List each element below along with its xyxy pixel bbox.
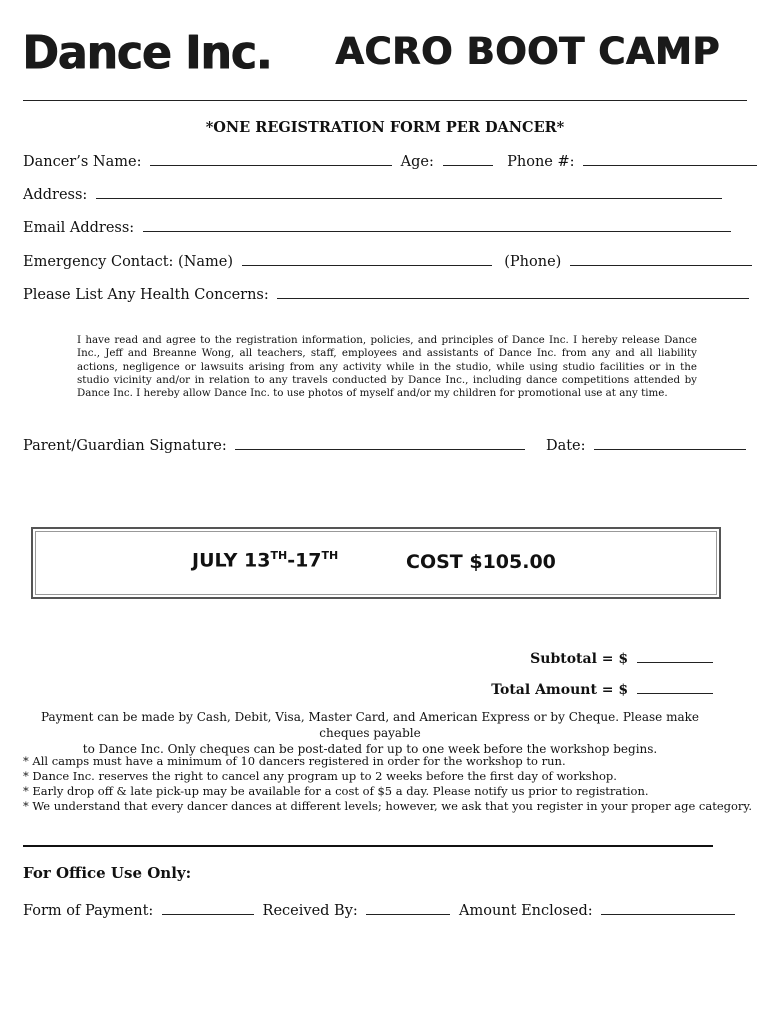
emergency-contact-row bbox=[23, 251, 756, 272]
page-title: ACRO BOOT CAMP bbox=[335, 30, 720, 73]
emergency-phone-field[interactable] bbox=[570, 251, 752, 266]
emergency-name-field[interactable] bbox=[242, 251, 492, 266]
total-row bbox=[491, 679, 713, 698]
payment-info-line-2: to Dance Inc. Only cheques can be post-dated for up to one week before the workshop begins. bbox=[82, 742, 658, 756]
email-label: Email Address: bbox=[23, 220, 135, 236]
office-use-title: For Office Use Only: bbox=[23, 864, 192, 882]
health-row bbox=[23, 284, 753, 305]
date-field[interactable] bbox=[594, 435, 746, 450]
payment-info-line-1: Payment can be made by Cash, Debit, Visa, Master Card, and American Express or by Cheque. Please make cheques payable bbox=[40, 710, 700, 740]
header-divider bbox=[23, 100, 747, 101]
phone-field[interactable] bbox=[583, 151, 757, 166]
address-field[interactable] bbox=[96, 184, 722, 199]
form-of-payment-label: Form of Payment: bbox=[23, 903, 154, 919]
received-by-label: Received By: bbox=[262, 903, 358, 919]
event-dates bbox=[192, 549, 338, 571]
age-field[interactable] bbox=[443, 151, 493, 166]
subtotal-field[interactable] bbox=[637, 648, 713, 663]
event-info-box bbox=[31, 527, 721, 599]
signature-label: Parent/Guardian Signature: bbox=[23, 438, 227, 454]
policy-notes bbox=[23, 754, 752, 814]
liability-waiver-text: I have read and agree to the registration information, policies, and principles of Dance Inc. I hereby release Dance Inc., Jeff and Breanne Wong, all teachers, staff, employees and assistants of Dance Inc. from any and all liability actions, negligence or lawsuits arising from any activity while in the studio, while using studio facilities or in the studio vicinity and/or in relation to any travels conducted by Dance Inc., including dance competitions attended by Dance Inc. I hereby allow Dance Inc. to use photos of myself and/or my children for promotional use at any time. bbox=[77, 334, 697, 400]
address-label: Address: bbox=[23, 187, 88, 203]
received-by-field[interactable] bbox=[366, 900, 450, 915]
amount-enclosed-field[interactable] bbox=[601, 900, 735, 915]
dancer-info-row bbox=[23, 151, 761, 172]
dance-inc-logo: Dance Inc. bbox=[22, 26, 272, 81]
signature-field[interactable] bbox=[235, 435, 525, 450]
email-field[interactable] bbox=[143, 217, 731, 232]
form-of-payment-field[interactable] bbox=[162, 900, 254, 915]
dancer-name-field[interactable] bbox=[150, 151, 392, 166]
office-divider bbox=[23, 845, 713, 847]
subtotal-label: Subtotal = $ bbox=[530, 651, 629, 667]
phone-label: Phone #: bbox=[507, 154, 575, 170]
health-label: Please List Any Health Concerns: bbox=[23, 287, 269, 303]
total-label: Total Amount = $ bbox=[491, 682, 629, 698]
registration-note: *ONE REGISTRATION FORM PER DANCER* bbox=[205, 119, 565, 136]
policy-note: * Early drop off & late pick-up may be available for a cost of $5 a day. Please notify us prior to registration. bbox=[23, 784, 649, 798]
signature-row bbox=[23, 435, 750, 456]
date-label: Date: bbox=[545, 438, 586, 454]
dancer-name-label: Dancer’s Name: bbox=[23, 154, 142, 170]
event-cost: COST $105.00 bbox=[406, 551, 556, 573]
email-row bbox=[23, 217, 735, 238]
office-use-row bbox=[23, 900, 739, 919]
total-field[interactable] bbox=[637, 679, 713, 694]
amount-enclosed-label: Amount Enclosed: bbox=[459, 903, 593, 919]
dates-mid: -17 bbox=[287, 549, 322, 572]
emergency-name-label: Emergency Contact: (Name) bbox=[23, 254, 234, 270]
dates-prefix: JULY 13 bbox=[192, 549, 271, 572]
subtotal-row bbox=[530, 648, 713, 667]
dates-sup-2: TH bbox=[321, 549, 339, 562]
policy-note: * All camps must have a minimum of 10 dancers registered in order for the workshop to run. bbox=[23, 754, 566, 768]
dates-sup-1: TH bbox=[270, 549, 288, 562]
payment-info bbox=[20, 709, 720, 757]
health-field[interactable] bbox=[277, 284, 749, 299]
policy-note: * We understand that every dancer dances at different levels; however, we ask that you register in your proper age category. bbox=[23, 799, 753, 813]
address-row bbox=[23, 184, 726, 205]
age-label: Age: bbox=[400, 154, 434, 170]
emergency-phone-label: (Phone) bbox=[504, 254, 562, 270]
policy-note: * Dance Inc. reserves the right to cancel any program up to 2 weeks before the first day of workshop. bbox=[23, 769, 617, 783]
